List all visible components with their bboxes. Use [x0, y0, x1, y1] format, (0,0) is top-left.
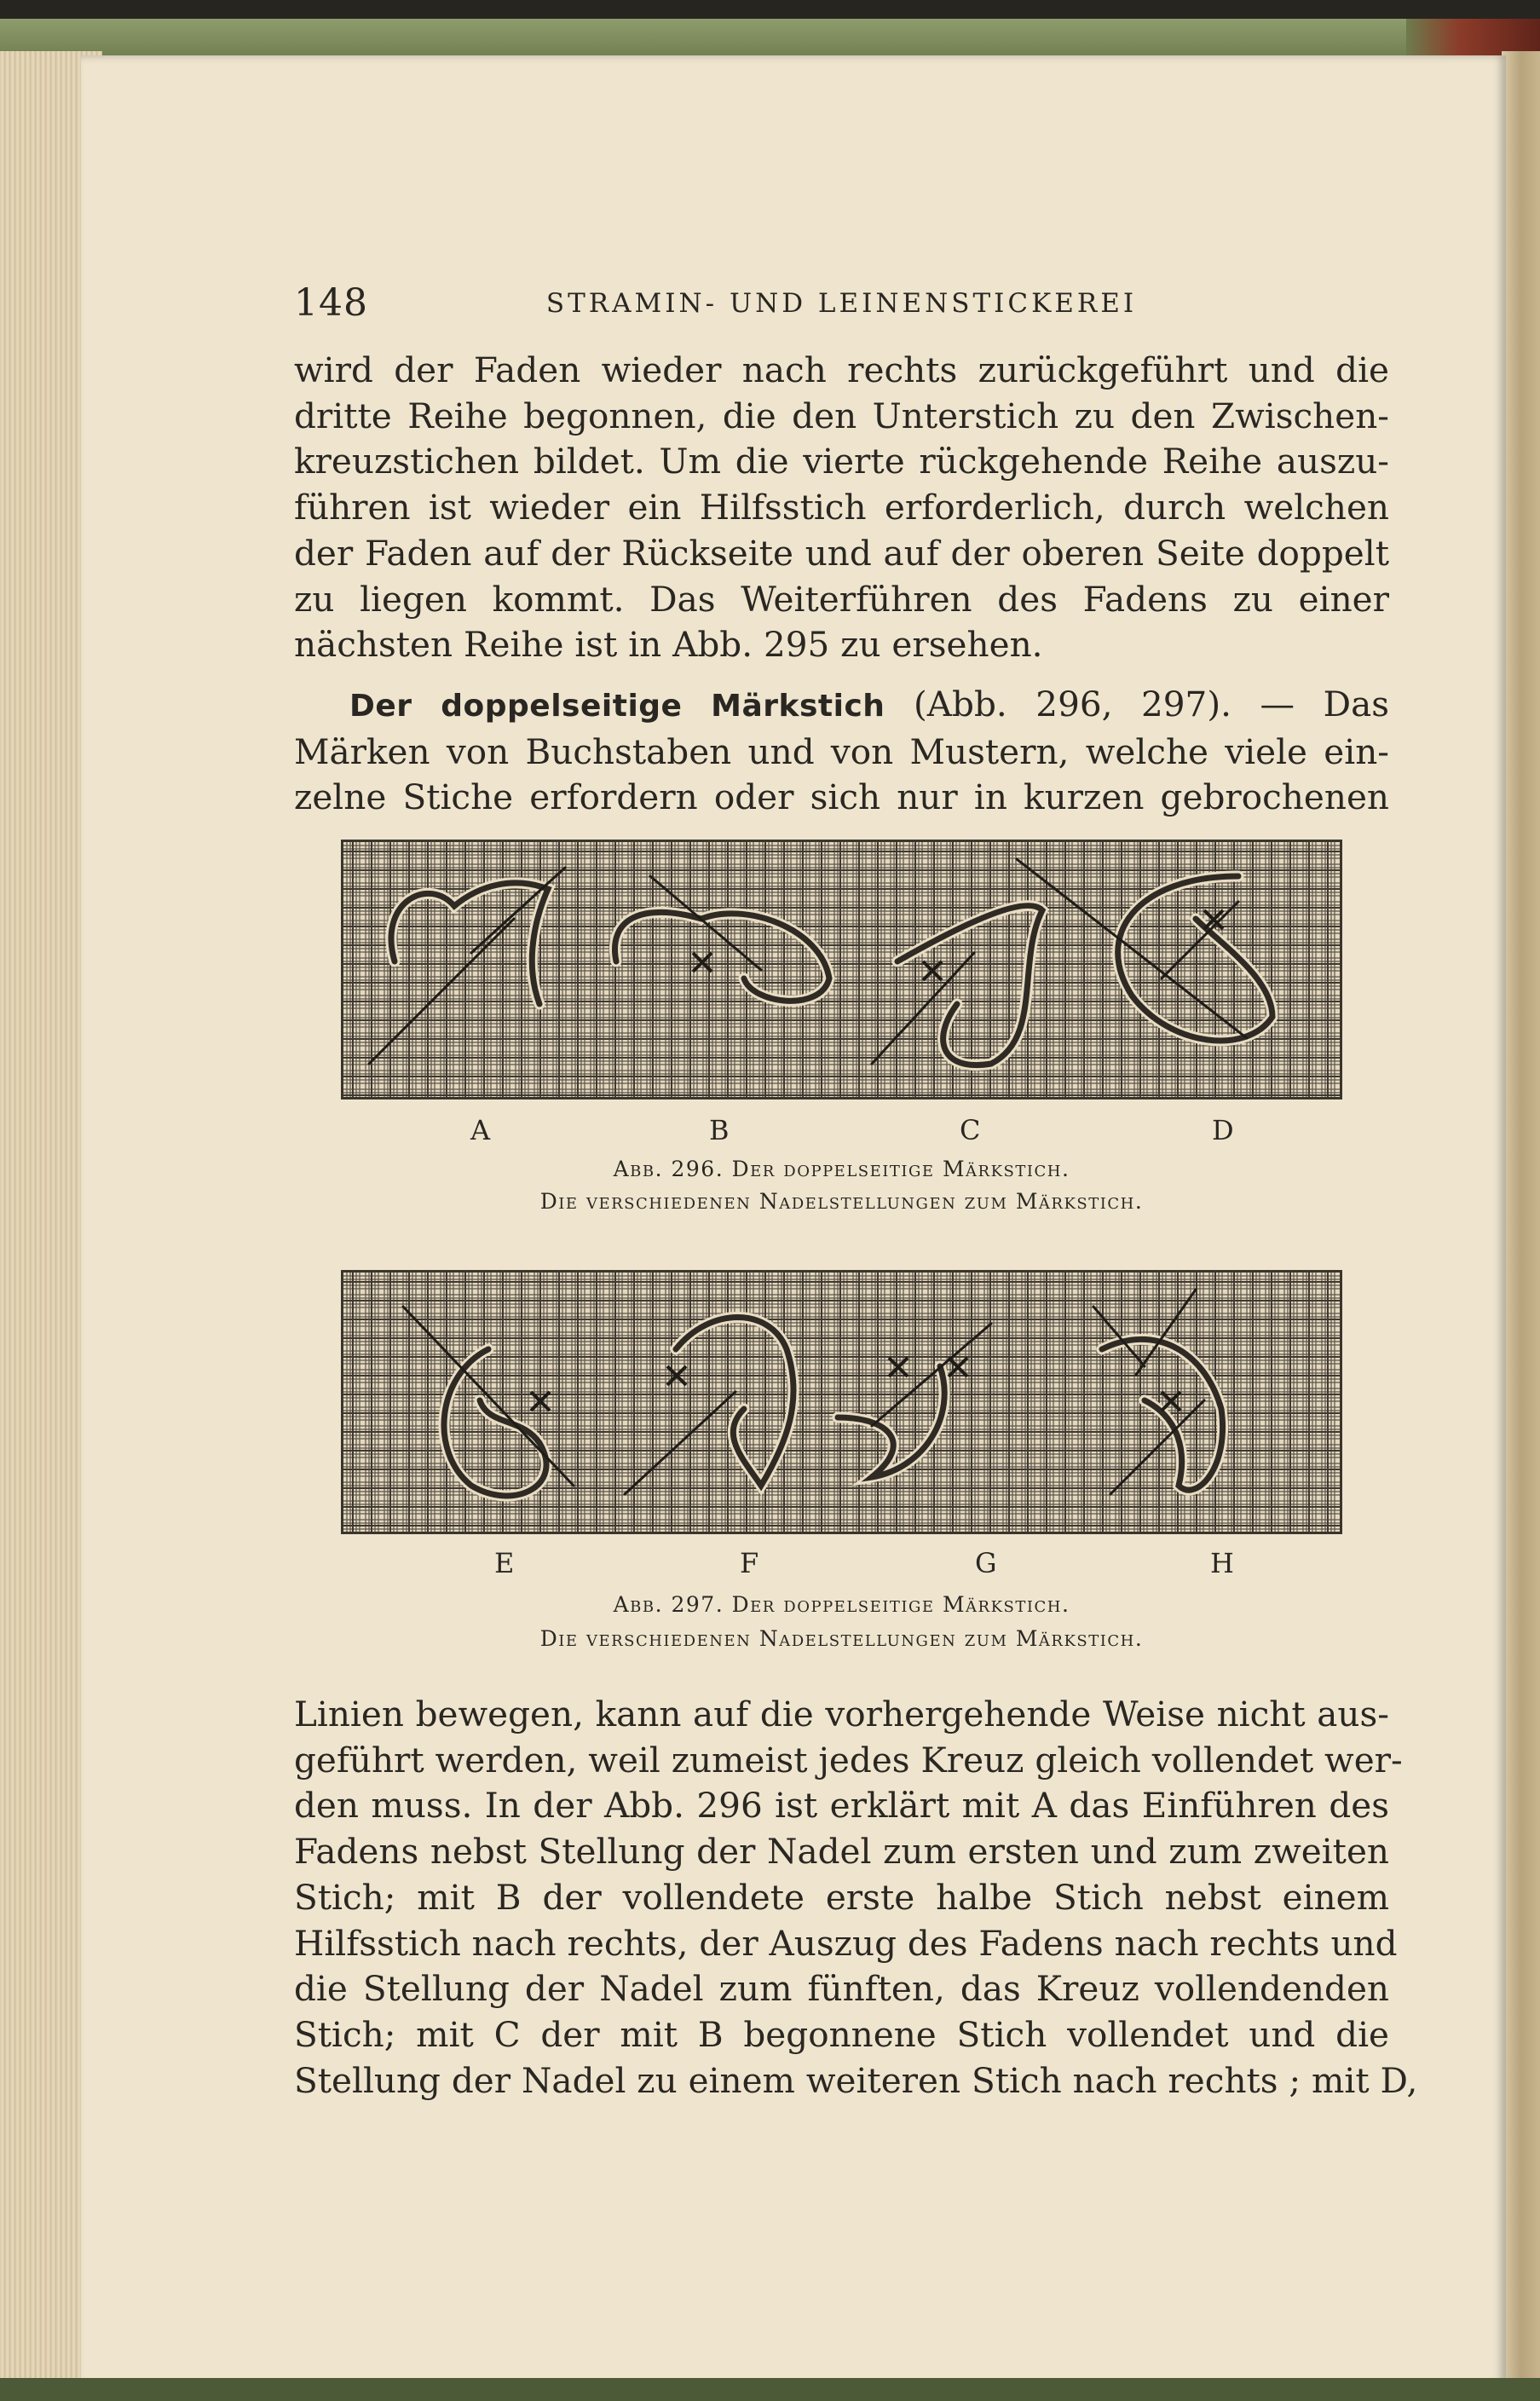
- figure-letter-f: F: [740, 1547, 759, 1579]
- figure-letters: [341, 1114, 1342, 1148]
- text-line: Hilfsstich nach rechts, der Auszug des Fadens nach rechts und: [294, 1922, 1398, 1964]
- page-number: 148: [294, 281, 368, 325]
- running-head: [294, 281, 1389, 332]
- figure-letter-a: A: [470, 1114, 491, 1146]
- figure-caption-sub: Die verschiedenen Nadelstellungen zum Märkstich.: [539, 1189, 1144, 1214]
- paragraph-3: [294, 1692, 1418, 2104]
- figure-caption-sub: Die verschiedenen Nadelstellungen zum Märkstich.: [539, 1626, 1144, 1651]
- text-line: Stich; mit B der vollendete erste halbe Stich nebst einem: [294, 1876, 1389, 1918]
- book-cover-top: [0, 19, 1540, 60]
- book-right-edge: [1502, 51, 1540, 2401]
- figure-296: [341, 840, 1342, 1219]
- running-title: STRAMIN- UND LEINENSTICKEREI: [545, 288, 1138, 319]
- stitch-grid-svg: [343, 1273, 1340, 1532]
- heading-rest: (Abb. 296, 297). — Das: [913, 684, 1389, 724]
- text-line: zu liegen kommt. Das Weiterführen des Fadens zu einer: [294, 578, 1389, 620]
- text-line: geführt werden, weil zumeist jedes Kreuz gleich vollendet wer-: [294, 1739, 1403, 1781]
- text-line: führen ist wieder ein Hilfsstich erforderlich, durch welchen: [294, 487, 1389, 528]
- text-line: den muss. In der Abb. 296 ist erklärt mit A das Einführen des: [294, 1785, 1389, 1827]
- text-line: Fadens nebst Stellung der Nadel zum ersten und zum zweiten: [294, 1831, 1389, 1873]
- figure-caption: Abb. 297. Der doppelseitige Märkstich.: [613, 1592, 1070, 1617]
- text-line: Linien bewegen, kann auf die vorhergehende Weise nicht aus-: [294, 1694, 1389, 1734]
- text-line: Stellung der Nadel zu einem weiteren Stich nach rechts ; mit D,: [294, 2059, 1418, 2101]
- figure-letter-c: C: [960, 1114, 981, 1146]
- text-line: wird der Faden wieder nach rechts zurückgeführt und die: [294, 349, 1389, 390]
- paragraph-2: [294, 682, 1389, 821]
- text-line: nächsten Reihe ist in Abb. 295 zu ersehen.: [294, 624, 1043, 666]
- stitch-grid-svg: [343, 842, 1340, 1097]
- figure-297: [341, 1270, 1342, 1658]
- book-top-edge: [0, 0, 1540, 19]
- figure-letter-h: H: [1210, 1547, 1234, 1579]
- figure-letter-e: E: [494, 1547, 515, 1579]
- text-line: die Stellung der Nadel zum fünften, das Kreuz vollendenden: [294, 1968, 1389, 2010]
- figure-letters: [341, 1547, 1342, 1581]
- text-line: kreuzstichen bildet. Um die vierte rückgehende Reihe auszu-: [294, 441, 1389, 482]
- text-line: Stich; mit C der mit B begonnene Stich vollendet und die: [294, 2013, 1389, 2055]
- figure-letter-d: D: [1212, 1114, 1234, 1146]
- text-line: [294, 682, 1389, 730]
- figure-letter-g: G: [975, 1547, 997, 1579]
- embroidery-illustration: [341, 840, 1342, 1099]
- paragraph-1: [294, 348, 1389, 668]
- figure-letter-b: B: [709, 1114, 730, 1146]
- embroidery-illustration: [341, 1270, 1342, 1534]
- book-bottom-edge: [0, 2378, 1540, 2401]
- text-line: zelne Stiche erfordern oder sich nur in kurzen gebrochenen: [294, 776, 1389, 818]
- text-line: der Faden auf der Rückseite und auf der oberen Seite doppelt: [294, 532, 1389, 574]
- text-line: dritte Reihe begonnen, die den Unterstich zu den Zwischen-: [294, 395, 1389, 436]
- text-line: Märken von Buchstaben und von Mustern, welche viele ein-: [294, 730, 1389, 772]
- figure-caption: Abb. 296. Der doppelseitige Märkstich.: [613, 1157, 1070, 1181]
- section-heading: Der doppelseitige Märkstich: [349, 689, 885, 724]
